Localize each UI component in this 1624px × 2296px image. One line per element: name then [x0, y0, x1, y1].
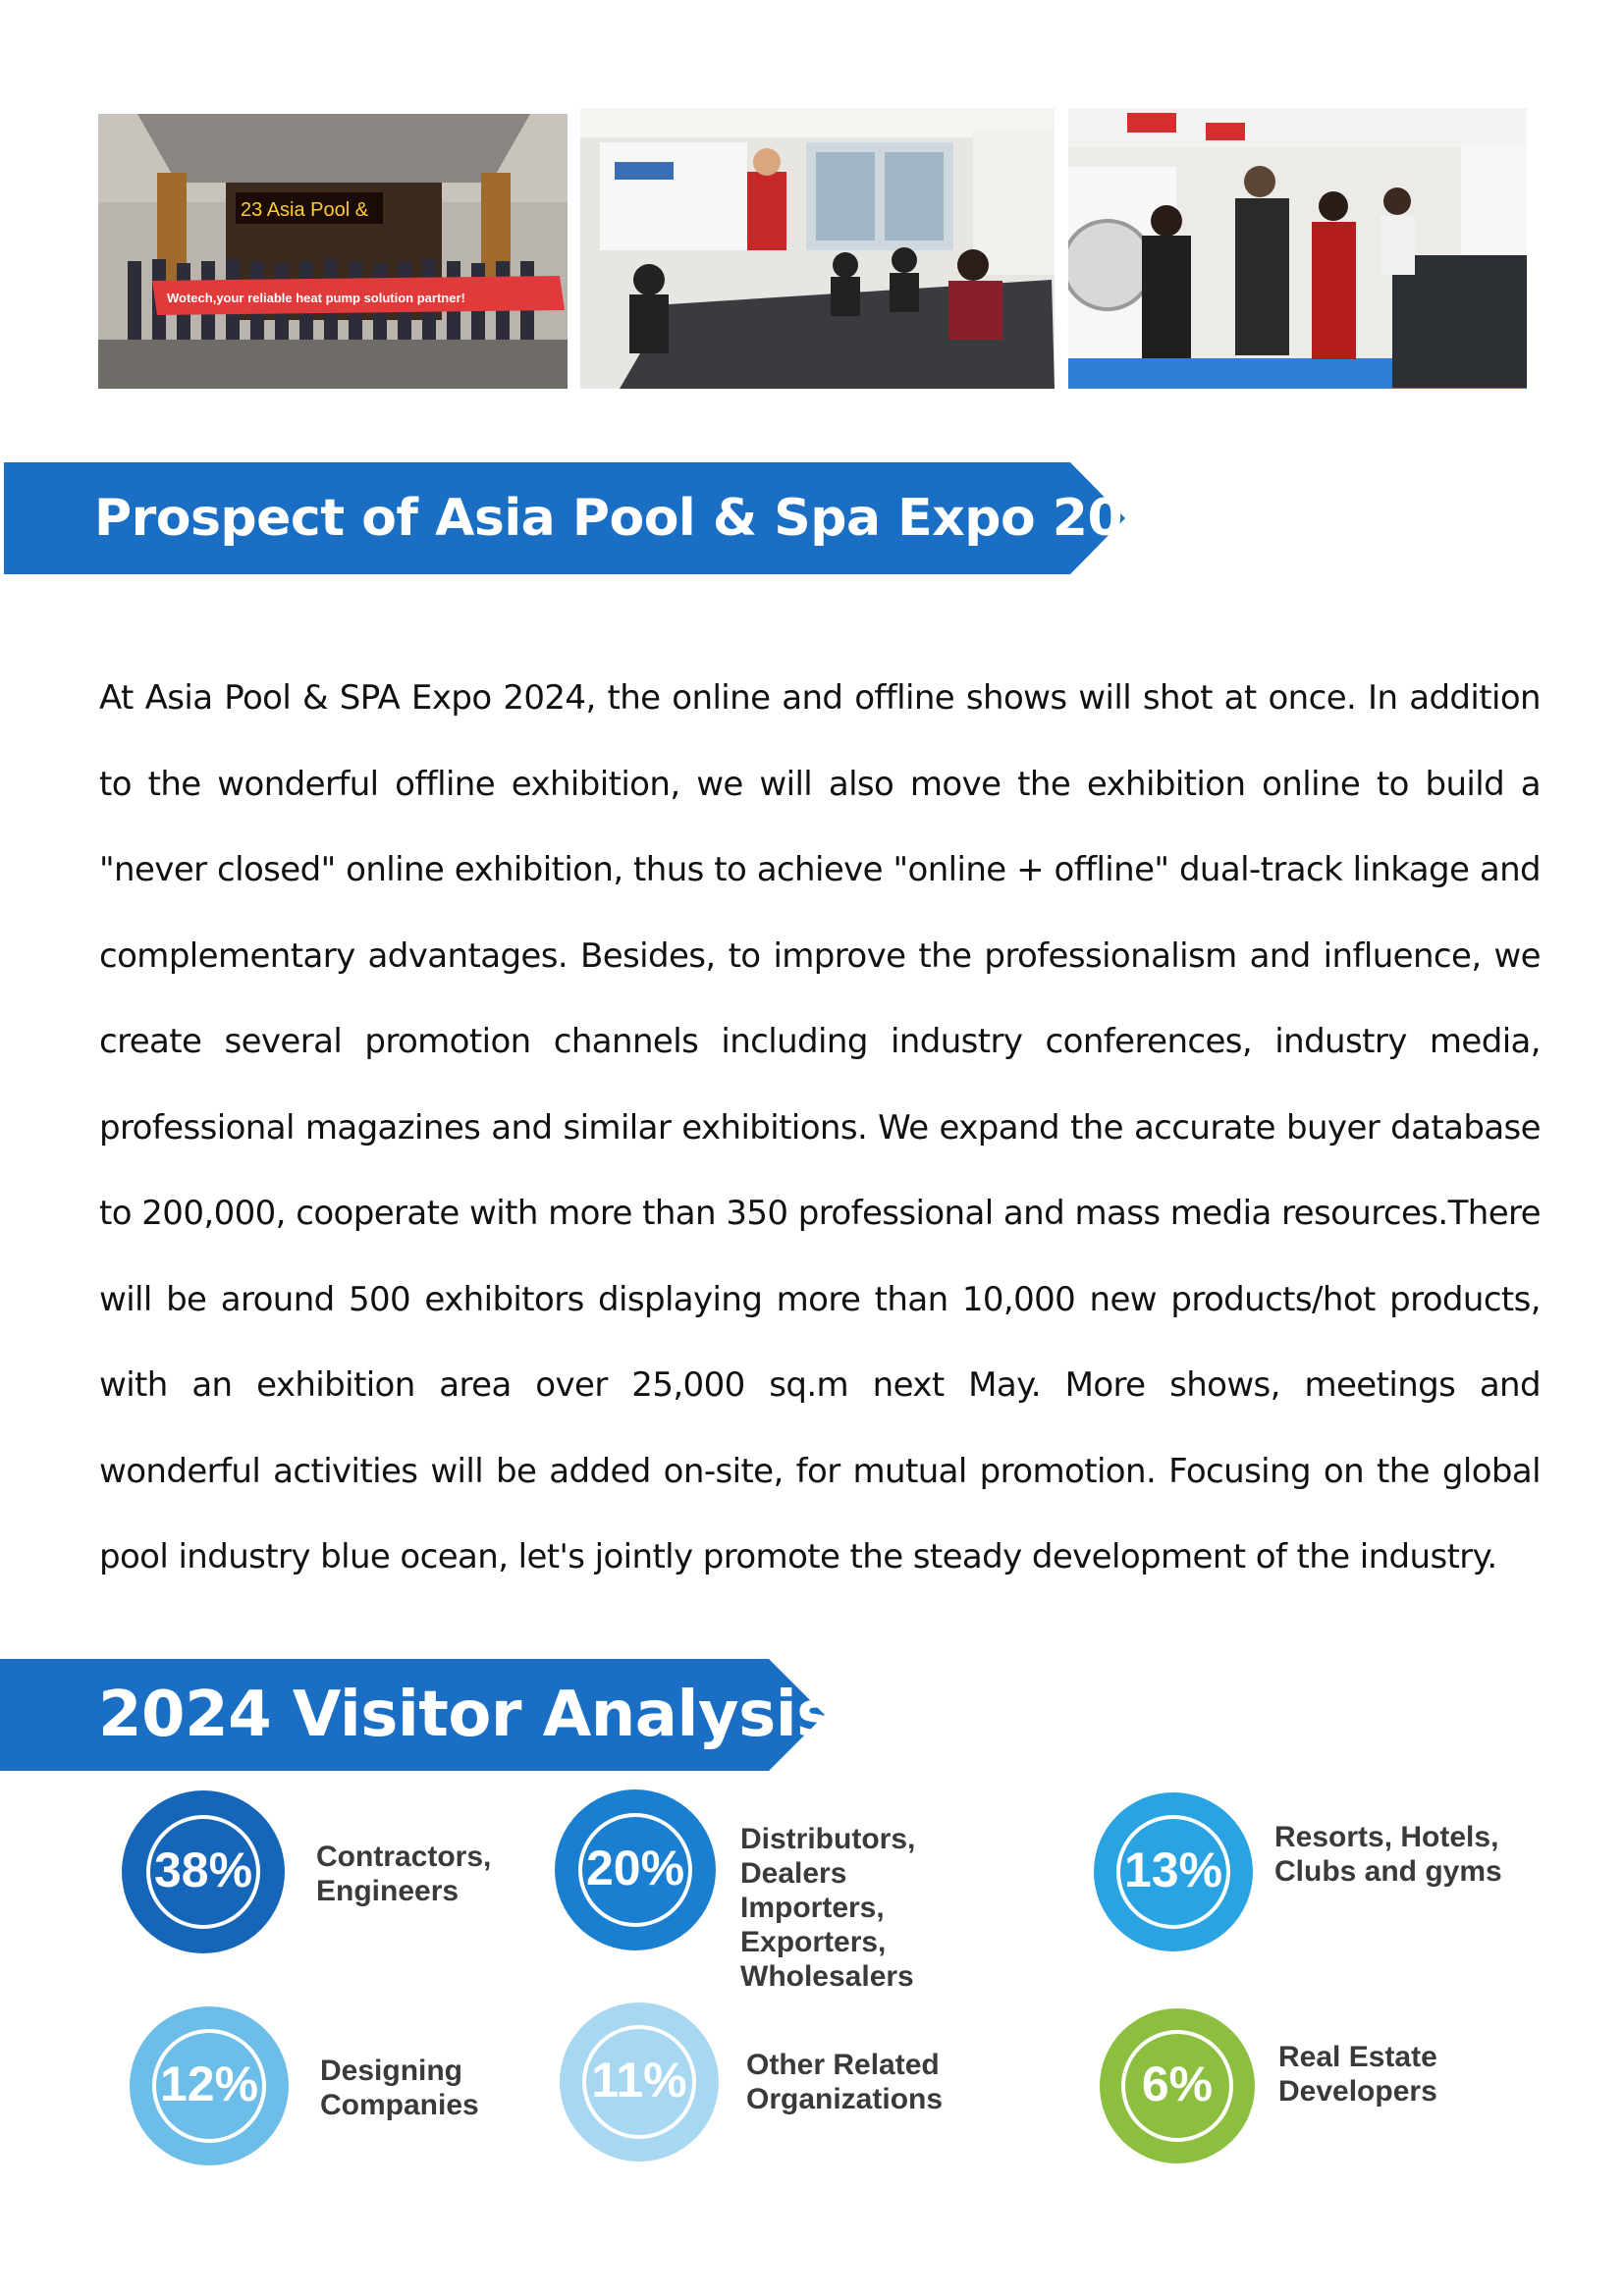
stat-circle	[120, 1789, 287, 1955]
stat-label: Distributors, Dealers Importers, Exporters, Wholesalers	[740, 1823, 916, 1993]
stat-circle	[1094, 2002, 1261, 2169]
showroom-photo	[1068, 108, 1527, 389]
section-banner-prospect	[0, 462, 1193, 574]
meeting-photo	[580, 108, 1055, 389]
stat-percent: 13%	[1123, 1842, 1223, 1897]
stat-circle	[1090, 1789, 1257, 1955]
stat-label: Real Estate Developers	[1278, 2041, 1437, 2108]
stat-percent: 38%	[153, 1842, 253, 1897]
stat-other	[556, 1999, 1027, 2165]
prospect-title: Prospect of Asia Pool & Spa Expo 2024	[94, 489, 1193, 548]
stat-circle	[552, 1787, 719, 1953]
group-photo	[98, 114, 568, 389]
stat-label: Resorts, Hotels, Clubs and gyms	[1274, 1821, 1502, 1888]
stat-circle	[126, 2002, 293, 2169]
stat-label: Contractors, Engineers	[316, 1841, 492, 1907]
prospect-body: At Asia Pool & SPA Expo 2024, the online and offline shows will shot at once. In addition to the wonderful offline exhibition, we will also move the exhibition online to build a "never closed" online exhibition, thus to achieve "online + offline" dual-track linkage and complementary advantages. Besides, to improve the professionalism and influence, we create several promotion channels including industry conferences, industry media, professional magazines and similar exhibitions. We expand the accurate buyer database to 200,000, cooperate with more than 350 professional and mass media resources.There will be around 500 exhibitors displaying more than 10,000 new products/hot products, with an exhibition area over 25,000 sq.m next May. More shows, meetings and wonderful activities will be added on-site, for mutual promotion. Focusing on the global pool industry blue ocean, let's jointly promote the steady development of the industry.	[99, 678, 1541, 1576]
visitor-title: 2024 Visitor Analysis	[98, 1679, 834, 1751]
stat-real-estate	[1094, 2002, 1565, 2169]
stat-resorts	[1090, 1789, 1561, 1955]
stat-percent: 20%	[585, 1841, 685, 1896]
stat-percent: 12%	[159, 2056, 259, 2111]
stat-designing	[126, 2002, 597, 2169]
stat-percent: 6%	[1141, 2056, 1214, 2111]
stat-contractors	[120, 1789, 591, 1955]
stat-label: Other Related Organizations	[746, 2049, 944, 2115]
stat-percent: 11%	[591, 2053, 687, 2108]
stat-label: Designing Companies	[320, 2055, 479, 2121]
group-banner-text: Wotech,your reliable heat pump solution partner!	[167, 291, 465, 305]
section-banner-visitor	[0, 1659, 834, 1771]
stat-circle	[556, 1999, 723, 2165]
sign-text: 23 Asia Pool &	[241, 199, 369, 221]
stat-distributors	[552, 1787, 1023, 1993]
